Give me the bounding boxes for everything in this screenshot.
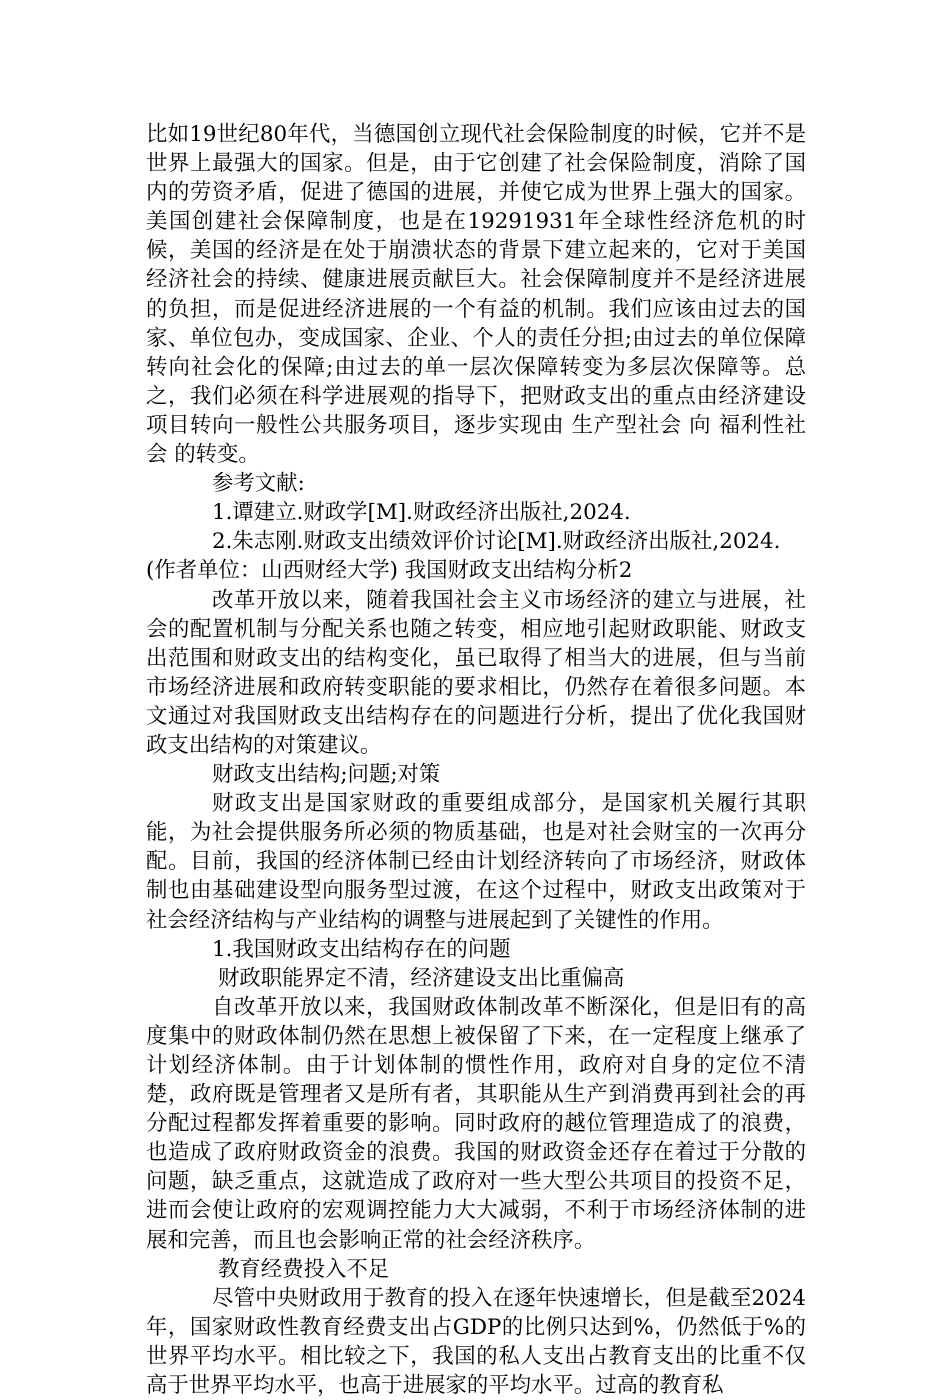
author-affiliation-and-title: (作者单位：山西财经大学) 我国财政支出结构分析2: [146, 558, 633, 584]
paragraph-abstract: 改革开放以来，随着我国社会主义市场经济的建立与进展，社会的配置机制与分配关系也随之转变，相应地引起财政职能、财政支出范围和财政支出的结构变化，虽已取得了相当大的进展，但与当前市场经济进展和政府转变职能的要求相比，仍然存在着很多问题。本文通过对我国财政支出结构存在的问题进行分析，提出了优化我国财政支出结构的对策建议。: [146, 587, 806, 758]
reference-item-1: 1.谭建立.财政学[M].财政经济出版社,2024.: [212, 500, 631, 526]
document-page: [146, 120, 806, 1400]
reference-item-2: 2.朱志刚.财政支出绩效评价讨论[M].财政经济出版社,2024.: [212, 529, 781, 555]
paragraph-fiscal-function: 自改革开放以来，我国财政体制改革不断深化，但是旧有的高度集中的财政体制仍然在思想上被保留了下来，在一定程度上继承了计划经济体制。由于计划体制的惯性作用，政府对自身的定位不清楚，政府既是管理者又是所有者，其职能从生产到消费再到社会的再分配过程都发挥着重要的影响。同时政府的越位管理造成了的浪费，也造成了政府财政资金的浪费。我国的财政资金还存在着过于分散的问题，缺乏重点，这就造成了政府对一些大型公共项目的投资不足，进而会使让政府的宏观调控能力大大减弱，不利于市场经济体制的进展和完善，而且也会影响正常的社会经济秩序。: [146, 994, 806, 1253]
paragraph-social-security: 比如19世纪80年代，当德国创立现代社会保险制度的时候，它并不是世界上最强大的国家。但是，由于它创建了社会保险制度，消除了国内的劳资矛盾，促进了德国的进展，并使它成为世界上强大的国家。美国创建社会保障制度，也是在19291931年全球性经济危机的时候，美国的经济是在处于崩溃状态的背景下建立起来的，它对于美国经济社会的持续、健康进展贡献巨大。社会保障制度并不是经济进展的负担，而是促进经济进展的一个有益的机制。我们应该由过去的国家、单位包办，变成国家、企业、个人的责任分担;由过去的单位保障转向社会化的保障;由过去的单一层次保障转变为多层次保障等。总之，我们必须在科学进展观的指导下，把财政支出的重点由经济建设项目转向一般性公共服务项目，逐步实现由 生产型社会 向 福利性社会 的转变。: [146, 122, 806, 468]
references-heading: 参考文献:: [212, 471, 305, 497]
paragraph-education-funding: 尽管中央财政用于教育的投入在逐年快速增长，但是截至2024年，国家财政性教育经费支出占GDP的比例只达到%，仍然低于%的世界平均水平。相比较之下，我国的私人支出占教育支出的比重不仅高于世界平均水平，也高于进展家的平均水平。过高的教育私: [146, 1285, 806, 1399]
subsection-heading-1-2: 教育经费投入不足: [218, 1256, 390, 1282]
subsection-heading-1-1: 财政职能界定不清，经济建设支出比重偏高: [218, 965, 625, 991]
keywords: 财政支出结构;问题;对策: [212, 762, 441, 788]
paragraph-introduction: 财政支出是国家财政的重要组成部分，是国家机关履行其职能，为社会提供服务所必须的物质基础，也是对社会财宝的一次再分配。目前，我国的经济体制已经由计划经济转向了市场经济，财政体制也由基础建设型向服务型过渡，在这个过程中，财政支出政策对于社会经济结构与产业结构的调整与进展起到了关键性的作用。: [146, 791, 806, 933]
section-heading-1: 1.我国财政支出结构存在的问题: [212, 936, 511, 962]
